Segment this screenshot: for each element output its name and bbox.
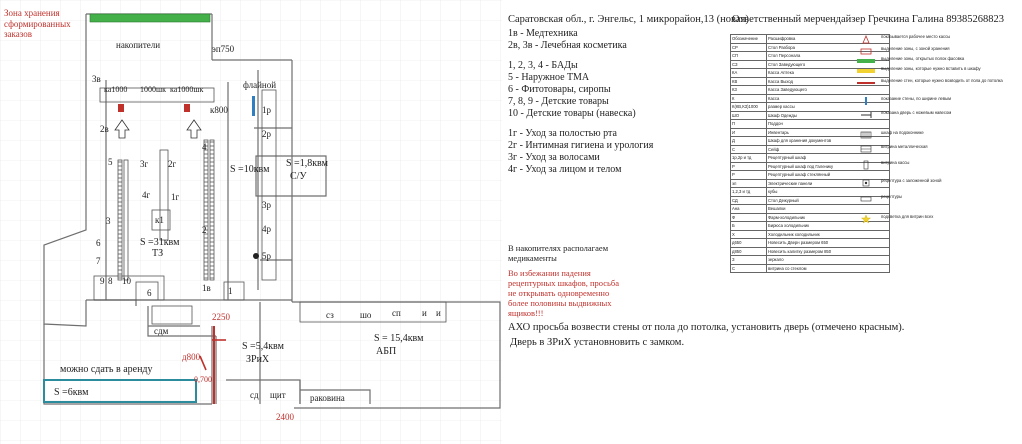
legend-code: д650 (731, 239, 767, 248)
legend-meaning: Стол Разбора (767, 43, 890, 52)
legend-meaning: размер кассы (767, 103, 890, 112)
legend-code: Ф (731, 213, 767, 222)
legend-line: 6 - Фитотовары, сиропы (508, 84, 611, 95)
legend-meaning: Рецептурный шкаф под Галенику (767, 162, 890, 171)
symbol-label: показание стены, по ширине левым (881, 96, 951, 101)
symbol-row (855, 34, 1020, 44)
legend-meaning: Поддон (767, 120, 890, 129)
label-5: 5 (108, 157, 113, 167)
label-1: 1 (228, 286, 233, 296)
label-1g: 1г (171, 192, 180, 202)
legend-meaning: Стол Персонала (767, 52, 890, 61)
column-dot (253, 253, 259, 259)
label-sd: сд (250, 390, 259, 400)
symbol-row (855, 130, 1020, 140)
symbol-label: выделение зоны, открытых полок фасовка (881, 56, 965, 61)
symbol-row (855, 178, 1020, 188)
red-box-1 (118, 104, 124, 112)
stool-icon (855, 178, 877, 188)
legend-meaning: Вешалки (767, 205, 890, 214)
legend-line: 5 - Наружное ТМА (508, 72, 590, 83)
legend-code: З (731, 256, 767, 265)
legend-meaning: Стол Заведующего (767, 60, 890, 69)
label-i1: и (422, 308, 427, 318)
hatch-icon (855, 130, 877, 140)
label-3r: 3р (262, 200, 271, 210)
legend-code: Р (731, 171, 767, 180)
up-arrow-icon (855, 34, 877, 44)
label-s31: S =31квм (140, 237, 180, 248)
legend-code: СР (731, 43, 767, 52)
legend-meaning: Касса Заведующего (767, 86, 890, 95)
legend-code: СП (731, 52, 767, 61)
legend-line: 7, 8, 9 - Детские товары (508, 96, 609, 107)
legend-meaning: Касса Выход (767, 77, 890, 86)
legend-meaning: зеркало (767, 256, 890, 265)
symbol-row (855, 66, 1020, 76)
legend-code: СД (731, 196, 767, 205)
legend-list (508, 28, 708, 176)
label-2g: 2г (168, 159, 177, 169)
label-d800: д800 (182, 352, 201, 362)
symbol-label: показывается рабочее место кассы (881, 34, 951, 39)
legend-code: Д (731, 137, 767, 146)
label-3v: 3в (92, 74, 101, 84)
legend-code: СЗ (731, 60, 767, 69)
legend-meaning: кубы (767, 188, 890, 197)
shelf-icon (855, 194, 877, 204)
green-band-icon (855, 56, 877, 66)
yellow-band-icon (855, 66, 877, 76)
legend-meaning: витрина со стеклом (767, 264, 890, 273)
label-k800: к800 (210, 105, 228, 115)
legend-meaning: Сейф (767, 145, 890, 154)
legend-meaning: Стол Дежурный (767, 196, 890, 205)
label-2v: 2в (100, 124, 109, 134)
label-9: 9 (100, 276, 105, 286)
symbol-row (855, 78, 1020, 88)
label-nakopiteli: накопители (116, 40, 161, 50)
legend-meaning: Холодильник холодильник (767, 230, 890, 239)
label-flajnoj: флайной (243, 80, 277, 90)
label-6: 6 (96, 238, 101, 248)
label-sdm: сдм (154, 326, 169, 336)
label-2: 2 (202, 225, 207, 235)
label-4g: 4г (142, 190, 151, 200)
legend-code: Х (731, 230, 767, 239)
symbol-row (855, 160, 1020, 170)
note-warning: Во избежании падения рецептурных шкафов, просьба не открывать одновременно более половины выдвижных ящиков!!! (508, 268, 619, 318)
label-3g: 3г (140, 159, 149, 169)
blue-wall-mark (252, 96, 255, 116)
label-5r: 5р (262, 251, 271, 261)
legend-code: 1,2,3 и тд (731, 188, 767, 197)
legend-code: Р (731, 162, 767, 171)
legend-code: С (731, 145, 767, 154)
symbol-row (855, 96, 1020, 106)
symbol-label: шкаф на подоконнике (881, 130, 924, 135)
legend-code: С (731, 264, 767, 273)
label-shit: щит (270, 390, 286, 400)
legend-line: 2в, 3в - Лечебная косметика (508, 40, 627, 51)
label-s6: S =6квм (54, 387, 89, 398)
label-sp: сп (392, 308, 401, 318)
legend-meaning: Шкаф Одежды (767, 111, 890, 120)
label-s18: S =1,8квм (286, 158, 328, 169)
label-7: 7 (96, 256, 101, 266)
symbol-row (855, 46, 1020, 56)
label-sz: сз (326, 310, 334, 320)
legend-line: 2г - Интимная гигиена и урология (508, 140, 654, 151)
label-2250: 2250 (212, 312, 230, 322)
legend-line: 1в - Медтехника (508, 28, 578, 39)
legend-code: ШО (731, 111, 767, 120)
legend-meaning: Инвентарь (767, 128, 890, 137)
legend-code: эп (731, 179, 767, 188)
label-sho: шо (360, 310, 372, 320)
legend-meaning: Касса Аптека (767, 69, 890, 78)
label-0700: 0,700 (194, 375, 212, 384)
label-k1: к1 (155, 215, 164, 225)
grid-background (0, 0, 502, 444)
label-rakovina: раковина (310, 393, 345, 403)
label-s154: S = 15,4квм (374, 333, 424, 344)
note-door: Дверь в ЗРиХ установновить с замком. (510, 337, 685, 348)
symbol-row (855, 194, 1020, 204)
note-axo: АХО просьба возвести стены от пола до потолка, установить дверь (отмечено красным). (508, 322, 905, 333)
legend-code: д850 (731, 247, 767, 256)
legend-line: 4г - Уход за лицом и телом (508, 164, 622, 175)
legend-code: Обозначение (731, 35, 767, 44)
legend-meaning: Шкаф для хранения документов (767, 137, 890, 146)
symbol-label: рецептуры (881, 194, 902, 199)
label-s10: S =10квм (230, 164, 270, 175)
legend-meaning: Бирюса холодильник (767, 222, 890, 231)
legend-meaning: Рецептурный шкаф (767, 154, 890, 163)
label-1v: 1в (202, 283, 211, 293)
label-s54: S =5,4квм (242, 341, 284, 352)
red-line-icon (855, 78, 877, 88)
red-box-icon (855, 46, 877, 56)
label-6b: 6 (147, 288, 152, 298)
label-su: С/У (290, 171, 307, 182)
symbol-row (855, 110, 1020, 120)
label-1r: 1р (262, 105, 271, 115)
label-abp: АБП (376, 346, 397, 357)
legend-code: Б (731, 222, 767, 231)
symbol-label: подсветка для витрин всех (881, 214, 934, 219)
door-icon (855, 110, 877, 120)
label-shk1000: 1000шк (140, 85, 167, 94)
label-10: 10 (122, 276, 131, 286)
legend-code: КВ (731, 77, 767, 86)
label-2r: 2р (262, 129, 271, 139)
label-ep750: эп750 (212, 44, 235, 54)
blue-line-icon (855, 96, 877, 106)
responsible-person: Ответственный мерчендайзер Гречкина Галина 89385268823 (732, 14, 1004, 25)
legend-line (508, 52, 708, 60)
legend-meaning: Расшифровка (767, 35, 890, 44)
label-4r: 4р (262, 224, 271, 234)
symbol-row (855, 56, 1020, 66)
legend-line: 1г - Уход за полостью рта (508, 128, 617, 139)
legend-meaning: Электрические панели (767, 179, 890, 188)
legend-code: КА (731, 69, 767, 78)
legend-line: 10 - Детские товары (навеска) (508, 108, 636, 119)
legend-code: КЗ (731, 86, 767, 95)
label-tz: ТЗ (152, 248, 164, 259)
address: Саратовская обл., г. Энгельс, 1 микрорайон,13 (новая) (508, 14, 749, 25)
symbol-label: витрина кассы (881, 160, 910, 165)
legend-code: И (731, 128, 767, 137)
label-ka1000sh: ка1000шк (170, 85, 204, 94)
star-icon (855, 214, 877, 224)
label-4: 4 (202, 142, 207, 152)
label-ka1000: ка1000 (104, 85, 128, 94)
green-shelf-band (90, 14, 210, 22)
symbol-label: рецептура с заложенной зоной (881, 178, 942, 183)
pillar-icon (855, 160, 877, 170)
label-i2: и (436, 308, 441, 318)
symbol-label: показана дверь с ножевым навесом (881, 110, 952, 115)
legend-code: Ана (731, 205, 767, 214)
label-2400: 2400 (276, 412, 294, 422)
legend-code: К(КВ,КЗ)1000 (731, 103, 767, 112)
red-box-2 (184, 104, 190, 112)
symbol-row (855, 144, 1020, 154)
legend-line (508, 120, 708, 128)
rack-icon (855, 144, 877, 154)
symbol-label: выделение зоны, с зоной хранения (881, 46, 950, 51)
legend-code: К (731, 94, 767, 103)
label-8: 8 (108, 276, 113, 286)
symbol-label: витрина металлическая (881, 144, 928, 149)
symbol-row (855, 214, 1020, 224)
legend-meaning: Новесить Дверн размером 650 (767, 239, 890, 248)
label-3: 3 (106, 216, 111, 226)
legend-meaning: Рецептурный шкаф стеклянный (767, 171, 890, 180)
note-storage: В накопителях располагаем медикаменты (508, 243, 609, 263)
storage-zone-label: Зона хранения сформированных заказов (4, 8, 71, 39)
label-rent: можно сдать в аренду (60, 364, 153, 375)
legend-line: 3г - Уход за волосами (508, 152, 600, 163)
legend-meaning: Касса (767, 94, 890, 103)
symbol-label: выделение зоны, которые нужно вставить в шкафу (881, 66, 981, 71)
symbol-legend (855, 34, 1020, 294)
label-zrih: ЗРиХ (246, 354, 270, 365)
legend-meaning: Новесить калитку размером 850 (767, 247, 890, 256)
legend-code: П (731, 120, 767, 129)
legend-code: 1р,2р и тд (731, 154, 767, 163)
symbol-label: выделение стен, которые нужно возводить от пола до потолка (881, 78, 1003, 83)
legend-line: 1, 2, 3, 4 - БАДы (508, 60, 578, 71)
legend-meaning: Фарм-холодильник (767, 213, 890, 222)
